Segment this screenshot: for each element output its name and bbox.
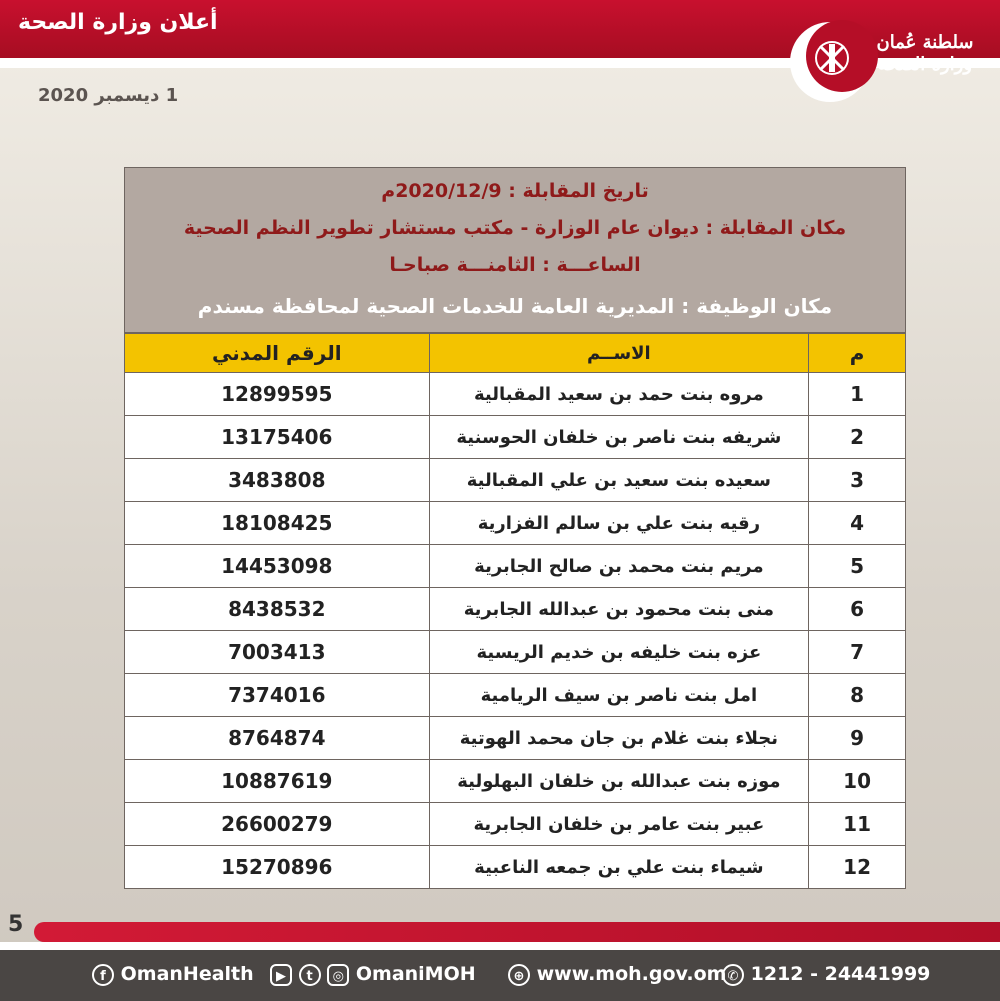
social-links[interactable]: ▶ t ◎ OmaniMOH <box>270 963 476 986</box>
row-name: عبير بنت عامر بن خلفان الجابرية <box>429 803 809 846</box>
table-row <box>125 588 906 631</box>
facebook-link[interactable]: f OmanHealth <box>92 963 254 986</box>
row-civil-id: 26600279 <box>125 803 430 846</box>
phone-icon: ✆ <box>722 964 744 986</box>
globe-icon: ⊕ <box>508 964 530 986</box>
row-name: شريفه بنت ناصر بن خلفان الحوسنية <box>429 416 809 459</box>
table-row <box>125 631 906 674</box>
footer-red-bar <box>34 922 1000 942</box>
job-place: مكان الوظيفة : المديرية العامة للخدمات الصحية لمحافظة مسندم <box>197 294 833 318</box>
table-row <box>125 803 906 846</box>
row-name: نجلاء بنت غلام بن جان محمد الهوتية <box>429 717 809 760</box>
table-row <box>125 416 906 459</box>
table-row <box>125 502 906 545</box>
table-row <box>125 846 906 889</box>
row-num: 11 <box>809 803 906 846</box>
row-num: 5 <box>809 545 906 588</box>
header-name: الاســم <box>429 334 809 373</box>
instagram-icon: ◎ <box>327 964 349 986</box>
ministry-logo-text: سلطنة عُمان وزارة الصحة <box>876 32 974 75</box>
announcement-date: 1 ديسمبر 2020 <box>38 85 179 106</box>
header-num: م <box>809 334 906 373</box>
row-civil-id: 14453098 <box>125 545 430 588</box>
row-name: عزه بنت خليفه بن خديم الريسية <box>429 631 809 674</box>
row-name: موزه بنت عبدالله بن خلفان البهلولية <box>429 760 809 803</box>
interview-time: الساعـــة : الثامنـــة صباحـا <box>389 254 641 276</box>
row-name: امل بنت ناصر بن سيف الريامية <box>429 674 809 717</box>
row-civil-id: 8438532 <box>125 588 430 631</box>
page-number: 5 <box>8 912 24 937</box>
row-civil-id: 7003413 <box>125 631 430 674</box>
facebook-icon: f <box>92 964 114 986</box>
row-num: 6 <box>809 588 906 631</box>
row-num: 2 <box>809 416 906 459</box>
twitter-icon: t <box>299 964 321 986</box>
row-name: مريم بنت محمد بن صالح الجابرية <box>429 545 809 588</box>
row-name: مروه بنت حمد بن سعيد المقبالية <box>429 373 809 416</box>
website-link[interactable]: ⊕ www.moh.gov.om <box>508 963 726 986</box>
table-row <box>125 760 906 803</box>
row-num: 3 <box>809 459 906 502</box>
row-num: 7 <box>809 631 906 674</box>
row-civil-id: 18108425 <box>125 502 430 545</box>
row-civil-id: 10887619 <box>125 760 430 803</box>
footer-divider <box>0 942 1000 950</box>
header-civil-id: الرقم المدني <box>125 334 430 373</box>
row-name: رقيه بنت علي بن سالم الفزارية <box>429 502 809 545</box>
table-header-row <box>125 334 906 373</box>
announcement-title: أعلان وزارة الصحة <box>18 10 218 35</box>
interview-date: تاريخ المقابلة : 2020/12/9م <box>381 180 649 202</box>
interview-notice <box>124 167 906 333</box>
table-row <box>125 373 906 416</box>
row-civil-id: 15270896 <box>125 846 430 889</box>
candidates-table <box>124 333 906 889</box>
row-civil-id: 3483808 <box>125 459 430 502</box>
row-num: 4 <box>809 502 906 545</box>
row-num: 8 <box>809 674 906 717</box>
row-num: 10 <box>809 760 906 803</box>
row-civil-id: 13175406 <box>125 416 430 459</box>
row-civil-id: 12899595 <box>125 373 430 416</box>
row-name: منى بنت محمود بن عبدالله الجابرية <box>429 588 809 631</box>
table-row <box>125 545 906 588</box>
table-row <box>125 717 906 760</box>
interview-place: مكان المقابلة : ديوان عام الوزارة - مكتب مستشار تطوير النظم الصحية <box>183 217 847 239</box>
table-row <box>125 674 906 717</box>
row-name: شيماء بنت علي بن جمعه الناعبية <box>429 846 809 889</box>
row-num: 9 <box>809 717 906 760</box>
row-num: 1 <box>809 373 906 416</box>
row-num: 12 <box>809 846 906 889</box>
youtube-icon: ▶ <box>270 964 292 986</box>
table-row <box>125 459 906 502</box>
phone-link[interactable]: ✆ 1212 - 24441999 <box>722 963 930 986</box>
row-civil-id: 7374016 <box>125 674 430 717</box>
row-civil-id: 8764874 <box>125 717 430 760</box>
row-name: سعيده بنت سعيد بن علي المقبالية <box>429 459 809 502</box>
